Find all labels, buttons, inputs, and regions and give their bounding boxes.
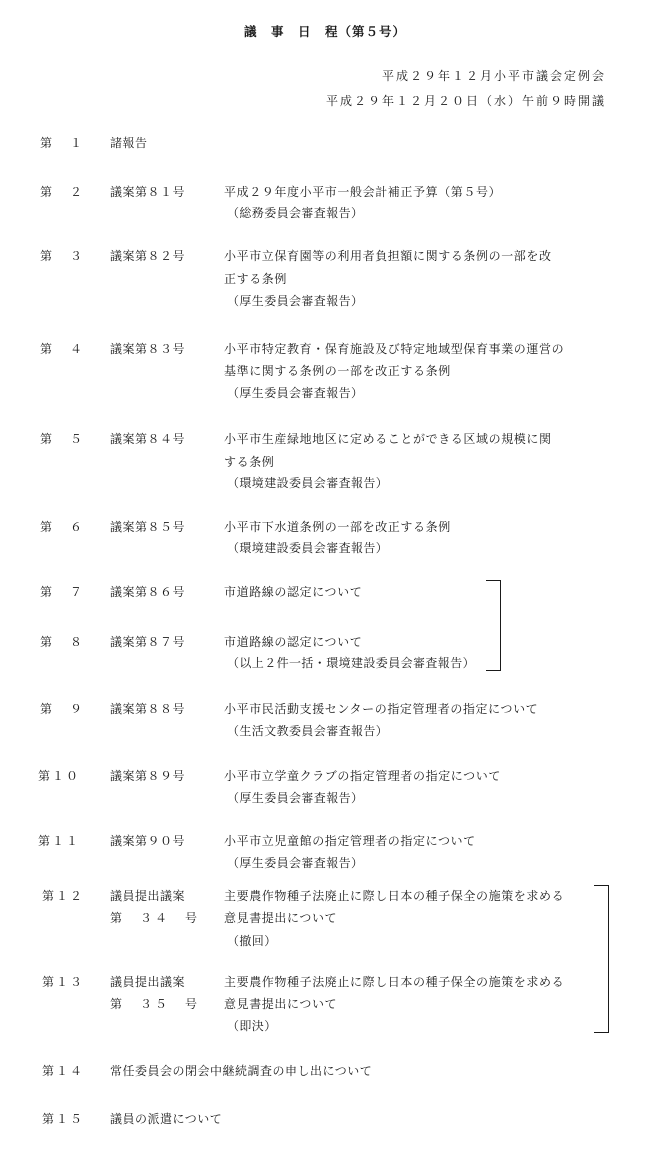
committee-report: （環境建設委員会審査報告） — [227, 476, 389, 490]
bill-number: 議員提出議案 — [110, 975, 186, 989]
item-number: 第 ５ — [40, 432, 86, 446]
item-number: 第１４ — [42, 1064, 85, 1078]
item-number: 第１１ — [38, 834, 81, 848]
committee-report: （総務委員会審査報告） — [227, 206, 364, 220]
bill-title: 小平市立学童クラブの指定管理者の指定について — [224, 769, 501, 783]
bill-title: 主要農作物種子法廃止に際し日本の種子保全の施策を求める — [224, 889, 565, 903]
bill-number: 議案第８９号 — [110, 769, 186, 783]
bill-title-cont: 意見書提出について — [224, 997, 338, 1011]
session-date: 平成２９年１２月２０日（水）午前９時開議 — [325, 94, 606, 108]
committee-report: （厚生委員会審査報告） — [227, 294, 364, 308]
bill-number: 議案第８８号 — [110, 702, 186, 716]
item-number: 第 ７ — [40, 585, 86, 599]
item-number: 第 ９ — [40, 702, 86, 716]
bill-title: 小平市生産緑地地区に定めることができる区域の規模に関 — [224, 432, 552, 446]
bill-number: 議案第９０号 — [110, 834, 186, 848]
item-number: 第１２ — [42, 889, 85, 903]
item-number: 第 ６ — [40, 520, 86, 534]
bill-number: 議案第８７号 — [110, 635, 186, 649]
committee-report: （厚生委員会審査報告） — [227, 856, 364, 870]
bill-number: 議案第８５号 — [110, 520, 186, 534]
bill-title: 市道路線の認定について — [224, 635, 363, 649]
committee-report: （厚生委員会審査報告） — [227, 791, 364, 805]
committee-report: （生活文教委員会審査報告） — [227, 724, 389, 738]
item-number: 第 １ — [40, 136, 86, 150]
bill-title-cont: 基準に関する条例の一部を改正する条例 — [224, 364, 451, 378]
committee-report: （以上２件一括・環境建設委員会審査報告） — [227, 656, 476, 670]
item-title: 常任委員会の閉会中継続調査の申し出について — [110, 1064, 373, 1078]
bill-title: 小平市立保育園等の利用者負担額に関する条例の一部を改 — [224, 249, 552, 263]
bill-number: 議案第８１号 — [110, 185, 186, 199]
grouping-bracket — [594, 885, 609, 1033]
bill-title: 小平市民活動支援センターの指定管理者の指定について — [224, 702, 539, 716]
bill-title: 市道路線の認定について — [224, 585, 363, 599]
bill-number: 議案第８２号 — [110, 249, 186, 263]
bill-number-cont: 第 ３５ 号 — [110, 997, 201, 1011]
bill-number: 議案第８６号 — [110, 585, 186, 599]
page-title: 議 事 日 程（第５号） — [243, 24, 406, 39]
bill-title-cont: する条例 — [224, 455, 275, 469]
item-title: 諸報告 — [110, 136, 148, 150]
bill-number: 議案第８４号 — [110, 432, 186, 446]
bill-number: 議案第８３号 — [110, 342, 186, 356]
disposition: （即決） — [227, 1019, 277, 1033]
item-number: 第 ８ — [40, 635, 86, 649]
session-name: 平成２９年１２月小平市議会定例会 — [381, 69, 606, 83]
item-number: 第１５ — [42, 1112, 85, 1126]
bill-title: 小平市特定教育・保育施設及び特定地域型保育事業の運営の — [224, 342, 565, 356]
bill-title-cont: 意見書提出について — [224, 911, 338, 925]
bill-title: 小平市立児童館の指定管理者の指定について — [224, 834, 476, 848]
grouping-bracket — [486, 580, 501, 671]
bill-title-cont: 正する条例 — [224, 272, 288, 286]
item-number: 第 ２ — [40, 185, 86, 199]
bill-title: 主要農作物種子法廃止に際し日本の種子保全の施策を求める — [224, 975, 565, 989]
committee-report: （環境建設委員会審査報告） — [227, 541, 389, 555]
item-number: 第 ３ — [40, 249, 86, 263]
item-number: 第１３ — [42, 975, 85, 989]
item-number: 第 ４ — [40, 342, 86, 356]
committee-report: （厚生委員会審査報告） — [227, 386, 364, 400]
disposition: （撤回） — [227, 934, 277, 948]
item-title: 議員の派遣について — [110, 1112, 223, 1126]
bill-number: 議員提出議案 — [110, 889, 186, 903]
bill-title: 平成２９年度小平市一般会計補正予算（第５号） — [224, 185, 502, 199]
bill-number-cont: 第 ３４ 号 — [110, 911, 201, 925]
bill-title: 小平市下水道条例の一部を改正する条例 — [224, 520, 451, 534]
item-number: 第１０ — [38, 769, 81, 783]
